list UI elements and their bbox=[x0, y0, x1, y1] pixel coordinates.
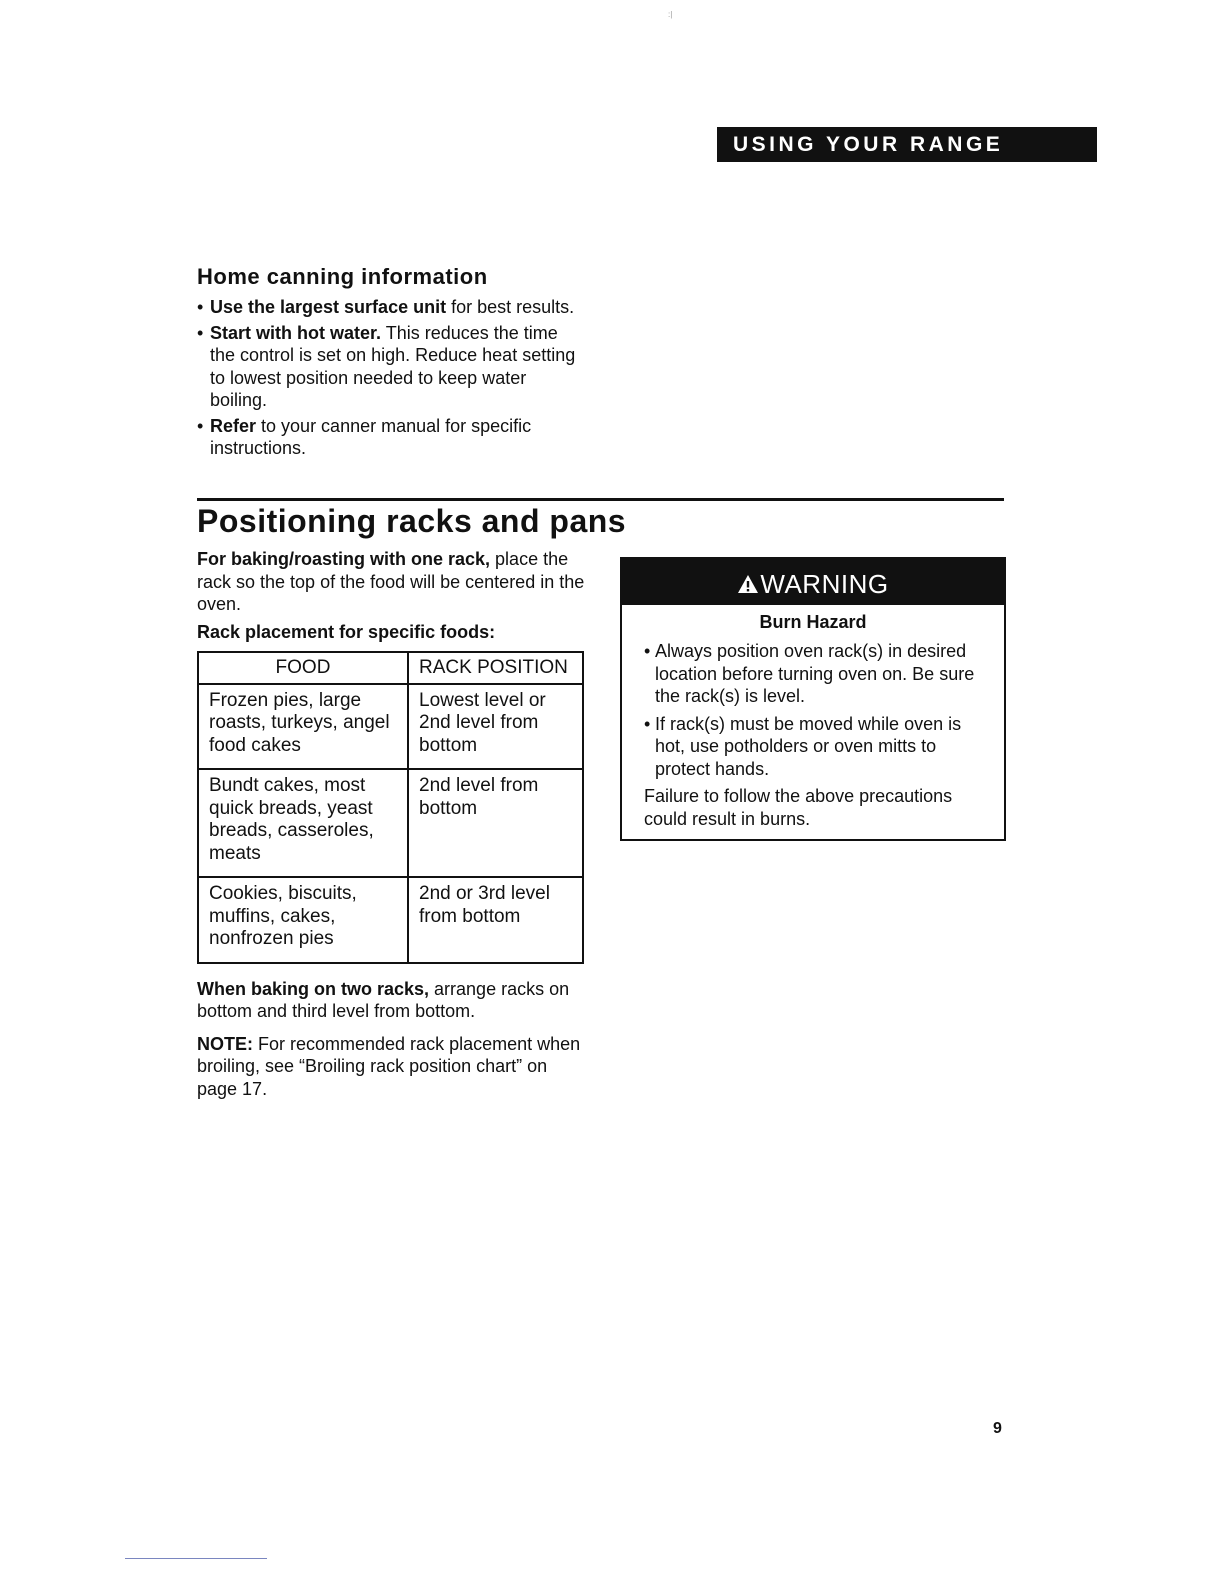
note-label: NOTE: bbox=[197, 1033, 253, 1054]
bullet-text: for best results. bbox=[446, 297, 575, 317]
one-rack-text: place the rack so the top of the food will be centered in the oven. bbox=[197, 549, 585, 614]
rack-position-cell: 2nd or 3rd level from bottom bbox=[408, 877, 583, 963]
bullet-text: This reduces the time the control is set on high. Reduce heat setting to lowest position needed to keep water boiling. bbox=[210, 322, 576, 410]
home-canning-section bbox=[197, 264, 577, 463]
bullet-text: to your canner manual for specific instructions. bbox=[210, 415, 532, 458]
table-header-row bbox=[198, 652, 583, 684]
food-cell: Cookies, biscuits, muffins, cakes, nonfrozen pies bbox=[198, 877, 408, 963]
warning-header bbox=[622, 559, 1004, 605]
page-number: 9 bbox=[993, 1420, 1002, 1437]
bullet-bold-text: Use the largest surface unit bbox=[210, 297, 447, 317]
positioning-left-column bbox=[197, 548, 589, 1100]
warning-list bbox=[622, 640, 1004, 780]
column-header-food: FOOD bbox=[198, 652, 408, 684]
hazard-title: Burn Hazard bbox=[759, 612, 867, 632]
canning-bullet bbox=[197, 296, 577, 319]
scan-mark: :| bbox=[668, 10, 673, 19]
canning-heading: Home canning information bbox=[197, 264, 488, 289]
warning-label: WARNING bbox=[760, 569, 889, 599]
one-rack-paragraph bbox=[197, 548, 589, 616]
warning-bullet: • If rack(s) must be moved while oven is hot, use potholders or oven mitts to protect hands. bbox=[644, 713, 994, 781]
warning-triangle-icon bbox=[737, 574, 759, 594]
section-divider bbox=[197, 498, 1004, 501]
two-racks-text: arrange racks on bottom and third level from bottom. bbox=[197, 978, 570, 1021]
warning-consequence: Failure to follow the above precautions could result in burns. bbox=[644, 786, 953, 829]
one-rack-bold: For baking/roasting with one rack, bbox=[197, 549, 491, 569]
food-cell: Frozen pies, large roasts, turkeys, angel food cakes bbox=[198, 684, 408, 770]
note-text: For recommended rack placement when broiling, see “Broiling rack position chart” on page 17. bbox=[197, 1033, 581, 1099]
rack-position-cell: 2nd level from bottom bbox=[408, 769, 583, 877]
bullet-bold-text: Start with hot water. bbox=[210, 322, 382, 343]
table-row bbox=[198, 769, 583, 877]
table-caption: Rack placement for specific foods: bbox=[197, 621, 496, 642]
rack-placement-table bbox=[197, 651, 584, 964]
warning-box bbox=[620, 557, 1006, 841]
broiling-note bbox=[197, 1033, 589, 1101]
canning-bullet bbox=[197, 415, 577, 460]
warning-bullet: • Always position oven rack(s) in desired location before turning oven on. Be sure the rack(s) is level. bbox=[644, 640, 994, 708]
canning-bullet bbox=[197, 322, 577, 412]
section-header-bar: USING YOUR RANGE bbox=[717, 127, 1097, 162]
canning-list bbox=[197, 296, 577, 460]
column-header-rack-position: RACK POSITION bbox=[408, 652, 583, 684]
table-row bbox=[198, 684, 583, 770]
positioning-heading: Positioning racks and pans bbox=[197, 503, 627, 539]
two-racks-paragraph bbox=[197, 978, 589, 1023]
rack-position-cell: Lowest level or 2nd level from bottom bbox=[408, 684, 583, 770]
food-cell: Bundt cakes, most quick breads, yeast breads, casseroles, meats bbox=[198, 769, 408, 877]
two-racks-bold: When baking on two racks, bbox=[197, 978, 430, 999]
footer-line bbox=[125, 1558, 267, 1559]
bullet-bold-text: Refer bbox=[210, 415, 257, 436]
table-row bbox=[198, 877, 583, 963]
